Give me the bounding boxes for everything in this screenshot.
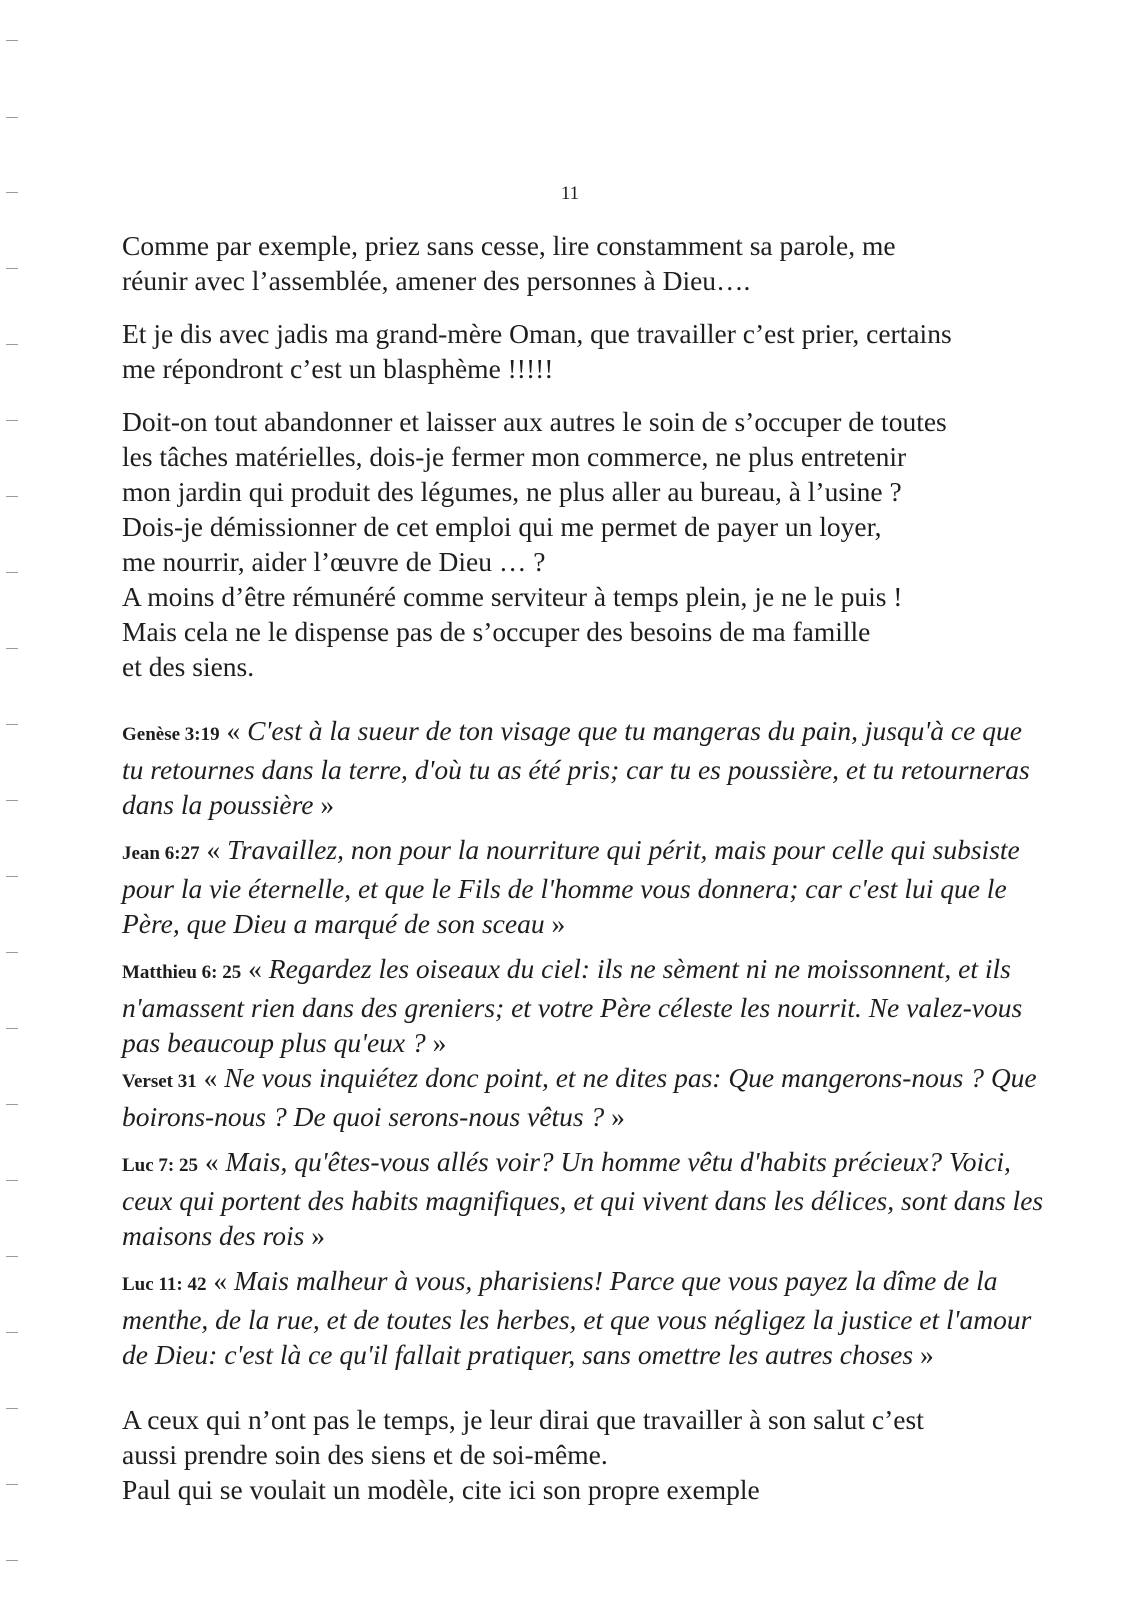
- margin-mark: [6, 724, 18, 725]
- verse-luc-11-42: [122, 1263, 1047, 1372]
- verse-text: Regardez les oiseaux du ciel: ils ne sèment ni ne moissonnent, et ils n'amassent rien dans des greniers; et votre Père céleste les nourrit. Ne valez-vous pas beaucoup plus qu'eux ?: [122, 953, 1023, 1058]
- margin-mark: [6, 420, 18, 421]
- open-quote: «: [213, 1265, 228, 1296]
- close-quote: »: [320, 789, 335, 820]
- paragraph-prayer-examples: Comme par exemple, priez sans cesse, lire constamment sa parole, me réunir avec l’assemblée, amener des personnes à Dieu….: [122, 230, 896, 296]
- page-number: 11: [560, 183, 580, 204]
- margin-mark: [6, 1180, 18, 1181]
- verse-verset-31: [122, 1060, 1047, 1134]
- margin-mark: [6, 1408, 18, 1409]
- close-quote: »: [611, 1101, 625, 1132]
- verse-reference: Luc 11: 42: [122, 1274, 207, 1295]
- margin-mark: [6, 800, 18, 801]
- verse-matthieu-6-25: [122, 951, 1047, 1060]
- page-body: [122, 228, 1047, 1525]
- margin-mark: [6, 876, 18, 877]
- open-quote: «: [248, 953, 262, 984]
- margin-mark: [6, 1256, 18, 1257]
- margin-mark: [6, 40, 18, 41]
- margin-mark: [6, 344, 18, 345]
- verse-reference: Luc 7: 25: [122, 1155, 198, 1176]
- open-quote: «: [203, 1062, 218, 1093]
- margin-mark: [6, 117, 18, 118]
- margin-mark: [6, 952, 18, 953]
- verse-text: C'est à la sueur de ton visage que tu mangeras du pain, jusqu'à ce que tu retournes dans la terre, d'où tu as été pris; car tu es poussière, et tu retourneras dans la poussière: [122, 715, 1030, 820]
- verse-reference: Verset 31: [122, 1071, 197, 1092]
- close-quote: »: [919, 1339, 934, 1370]
- margin-mark: [6, 496, 18, 497]
- open-quote: «: [206, 834, 221, 865]
- margin-mark: [6, 1560, 18, 1561]
- close-quote: »: [551, 908, 566, 939]
- margin-mark: [6, 1104, 18, 1105]
- verse-text: Travaillez, non pour la nourriture qui périt, mais pour celle qui subsiste pour la vie éternelle, et que le Fils de l'homme vous donnera; car c'est lui que le Père, que Dieu a marqué de son sceau: [122, 834, 1020, 939]
- margin-mark: [6, 1332, 18, 1333]
- open-quote: «: [226, 715, 241, 746]
- verse-list: [122, 713, 1047, 1372]
- margin-mark: [6, 268, 18, 269]
- verse-jean-6-27: [122, 832, 1047, 941]
- paragraph-grandmother-quote: Et je dis avec jadis ma grand-mère Oman, que travailler c’est prier, certains me répondront c’est un blasphème !!!!!: [122, 318, 952, 384]
- verse-reference: Genèse 3:19: [122, 724, 220, 745]
- margin-mark: [6, 1028, 18, 1029]
- verse-genese-3-19: [122, 713, 1047, 822]
- verse-luc-7-25: [122, 1144, 1047, 1253]
- verse-text: Mais, qu'êtes-vous allés voir? Un homme vêtu d'habits précieux? Voici, ceux qui portent des habits magnifiques, et qui vivent dans les délices, sont dans les maisons des rois: [122, 1146, 1044, 1251]
- paragraph-material-tasks: Doit-on tout abandonner et laisser aux autres le soin de s’occuper de toutes les tâches matérielles, dois-je fermer mon commerce, ne plus entretenir mon jardin qui produit des légumes, ne plus aller au bureau, à l’usine ? Dois-je démissionner de cet emploi qui me permet de payer un loyer, me nourrir, aider l’œuvre de Dieu … ? A moins d’être rémunéré comme serviteur à temps plein, je ne le puis ! Mais cela ne le dispense pas de s’occuper des besoins de ma famille et des siens.: [122, 406, 947, 682]
- margin-mark: [6, 572, 18, 573]
- close-quote: »: [432, 1027, 447, 1058]
- margin-mark: [6, 1484, 18, 1485]
- paragraph-closing: A ceux qui n’ont pas le temps, je leur dirai que travailler à son salut c’est aussi prendre soin des siens et de soi-même. Paul qui se voulait un modèle, cite ici son propre exemple: [122, 1404, 924, 1505]
- verse-text: Ne vous inquiétez donc point, et ne dites pas: Que mangerons-nous ? Que boirons-nous ? De quoi serons-nous vêtus ?: [122, 1062, 1037, 1132]
- verse-text: Mais malheur à vous, pharisiens! Parce que vous payez la dîme de la menthe, de la rue, et de toutes les herbes, et que vous négligez la justice et l'amour de Dieu: c'est là ce qu'il fallait pratiquer, sans omettre les autres choses: [122, 1265, 1032, 1370]
- close-quote: »: [311, 1220, 325, 1251]
- verse-reference: Matthieu 6: 25: [122, 962, 242, 983]
- margin-mark: [6, 648, 18, 649]
- binding-margin-marks: [0, 0, 24, 1611]
- open-quote: «: [204, 1146, 219, 1177]
- verse-reference: Jean 6:27: [122, 843, 200, 864]
